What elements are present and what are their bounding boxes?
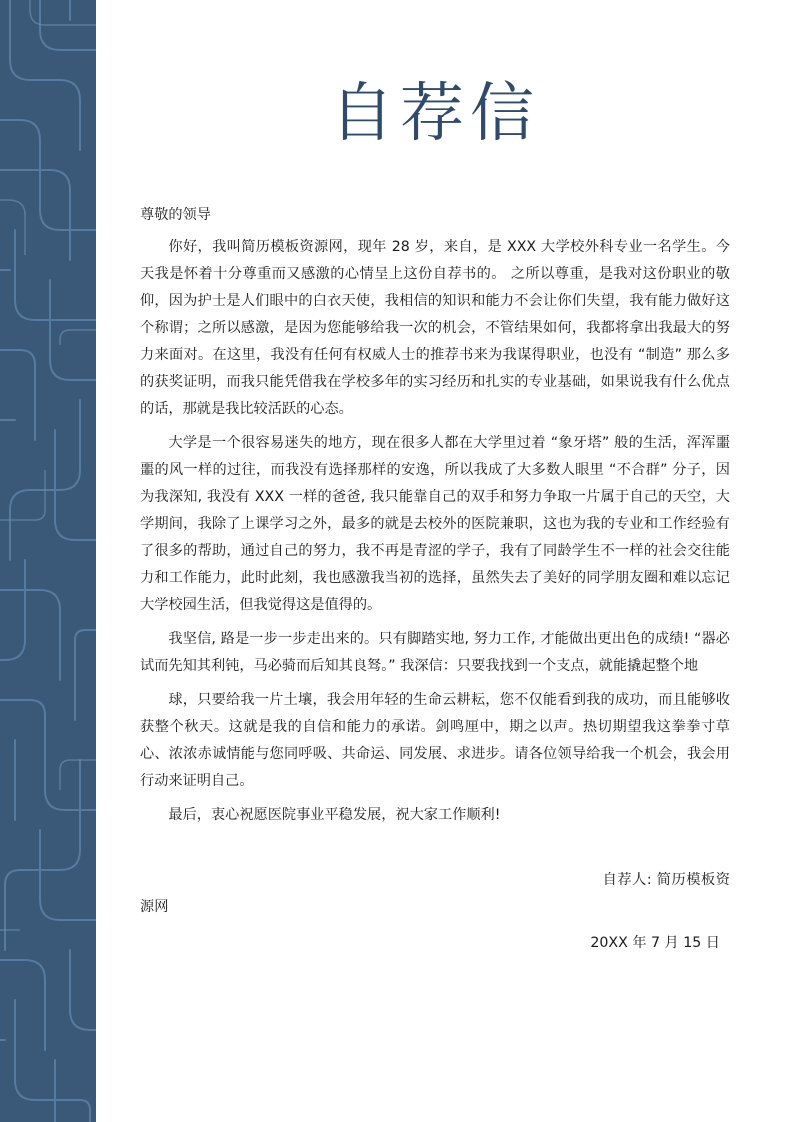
- letter-date: 20XX 年 7 月 15 日: [590, 935, 720, 951]
- signer-line: [140, 867, 730, 921]
- signature-block: [140, 867, 730, 957]
- circuit-pattern-graphic: [0, 0, 96, 1122]
- paragraph-4: 球，只要给我一片土壤，我会用年轻的生命云耕耘，您不仅能看到我的成功，而且能够收获整个秋天。这就是我的自信和能力的承诺。剑鸣厘中，期之以声。热切期望我这拳拳寸草心、浓浓赤诚情能与您同呼吸、共命运、同发展、求进步。请各位领导给我一个机会，我会用行动来证明自己。: [140, 692, 730, 789]
- paragraph-5: 最后，衷心祝愿医院事业平稳发展，祝大家工作顺利!: [168, 807, 501, 823]
- paragraph-2: 大学是一个很容易迷失的地方，现在很多人都在大学里过着 “象牙塔” 般的生活，浑浑噩噩的风一样的过往，而我没有选择那样的安逸，所以我成了大多数人眼里 “不合群” 分子，因为我深知, 我没有 XXX 一样的爸爸, 我只能靠自己的双手和努力争取一片属于自己的天空，大学期间，我除了上课学习之外，最多的就是去校外的医院兼职，这也为我的专业和工作经验有了很多的帮助，通过自己的努力，我不再是青涩的学子，我有了同龄学生不一样的社会交往能力和工作能力，此时此刻，我也感激我当初的选择，虽然失去了美好的同学朋友圈和难以忘记大学校园生活，但我觉得这是值得的。: [140, 435, 730, 613]
- signer-name: 自荐人: 简历模板资源网: [140, 872, 730, 915]
- decorative-sidebar: [0, 0, 96, 1122]
- paragraph-1: 你好，我叫简历模板资源网，现年 28 岁，来自，是 XXX 大学校外科专业一名学生。今天我是怀着十分尊重而又感激的心情呈上这份自荐书的。 之所以尊重，是我对这份职业的敬仰，因为护士是人们眼中的白衣天使，我相信的知识和能力不会让你们失望，我有能力做好这个称谓；之所以感激，是因为您能够给我一次的机会，不管结果如何，我都将拿出我最大的努力来面对。在这里，我没有任何有权威人士的推荐书来为我谋得职业，也没有 “制造” 那么多的获奖证明，而我只能凭借我在学校多年的实习经历和扎实的专业基础，如果说我有什么优点的话，那就是我比较活跃的心态。: [140, 239, 730, 417]
- letter-body: [140, 202, 730, 957]
- paragraph-3: 我坚信, 路是一步一步走出来的。只有脚踏实地, 努力工作, 才能做出更出色的成绩! “器必试而先知其利钝，马必骑而后知其良驽。” 我深信：只要我找到一个支点，就能撬起整个地: [140, 631, 730, 674]
- letter-title: 自荐信: [330, 77, 540, 151]
- salutation: 尊敬的领导: [140, 207, 211, 223]
